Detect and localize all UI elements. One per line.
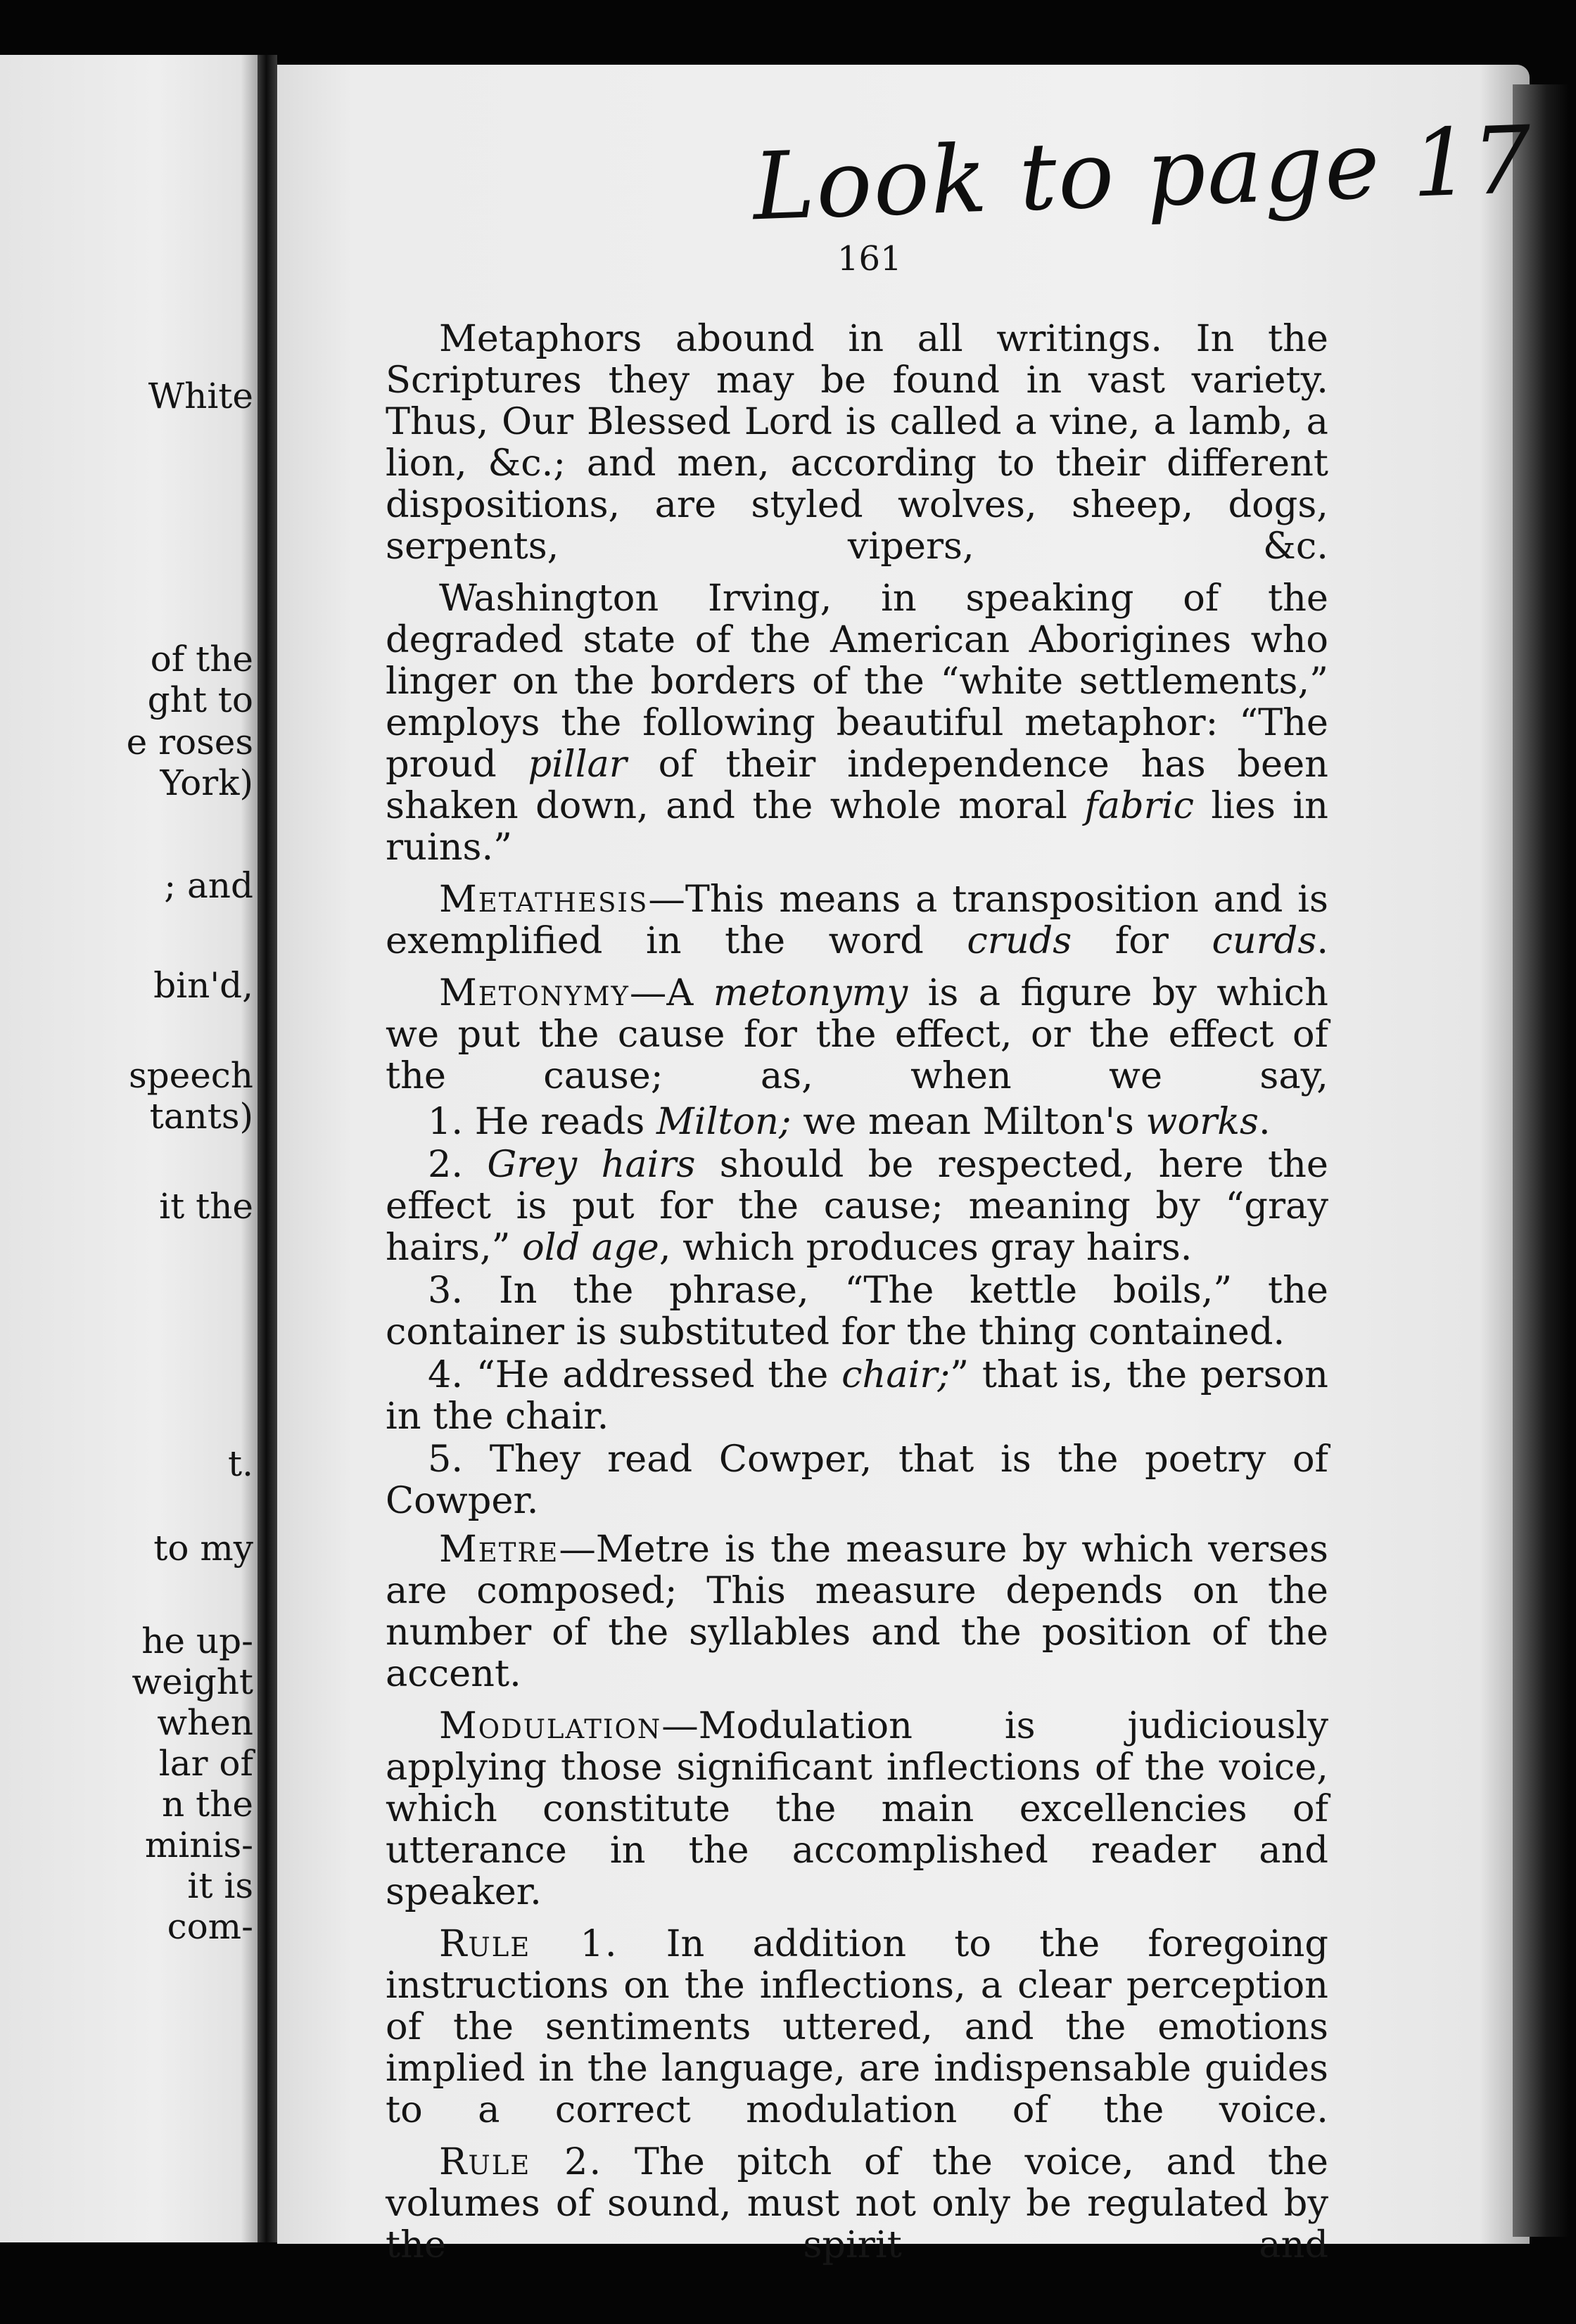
text-run: Washington Irving, in speaking of the degraded state of the American Aborigines who linger on the borders of the “white settlements,” employs the following beautiful metaphor: “The proud bbox=[386, 577, 1328, 786]
page-edge-shadow bbox=[1513, 84, 1569, 2237]
left-fragment: n the bbox=[162, 1784, 253, 1825]
text-run: of their independence has been shaken down, and the whole moral bbox=[386, 743, 1328, 827]
list-item: 5. They read Cowper, that is the poetry of Cowper. bbox=[386, 1438, 1328, 1522]
emphasis: curds bbox=[1212, 919, 1317, 962]
list-item: 3. In the phrase, “The kettle boils,” the container is substituted for the thing contained. bbox=[386, 1269, 1328, 1353]
text-run: The pitch of the voice, and the volumes of sound, must not only be regulated by the spirit and bbox=[386, 2140, 1328, 2266]
left-fragment: of the bbox=[150, 639, 253, 679]
text-run: for bbox=[1072, 919, 1212, 962]
left-fragment: e roses bbox=[126, 722, 253, 762]
handwritten-note: Look to page 17 bbox=[751, 106, 1535, 242]
text-run: should be respected, here the effect is put for the cause; meaning by “gray hairs,” bbox=[386, 1143, 1328, 1269]
term-heading: Metonymy bbox=[439, 971, 630, 1014]
emphasis: old age bbox=[522, 1226, 659, 1269]
emphasis: cruds bbox=[967, 919, 1072, 962]
left-fragment: minis- bbox=[144, 1825, 253, 1865]
left-fragment: ; and bbox=[164, 865, 253, 906]
left-fragment: speech bbox=[128, 1055, 253, 1096]
emphasis: fabric bbox=[1084, 784, 1194, 827]
left-fragment: lar of bbox=[158, 1743, 253, 1784]
paragraph-metaphors: Metaphors abound in all writings. In the Scriptures they may be found in vast variety. Thus, Our Blessed Lord is called a vine, a lamb, a lion, &c.; and men, according to their different dispositions, are styled wolves, sheep, dogs, serpents, vipers, &c. bbox=[386, 317, 1328, 568]
text-run: is a figure by which we put the cause for the effect, or the effect of the cause; as, when we say, bbox=[386, 971, 1328, 1097]
left-fragment: to my bbox=[153, 1528, 253, 1569]
emphasis: Milton; bbox=[656, 1100, 792, 1143]
text-run: we mean Milton's bbox=[791, 1100, 1146, 1143]
text-run: . bbox=[1258, 1100, 1271, 1143]
term-heading: Modulation bbox=[439, 1704, 662, 1747]
text-run: lies in ruins.” bbox=[386, 784, 1328, 869]
paragraph-metathesis bbox=[386, 879, 1328, 962]
text-run: 1. He reads bbox=[428, 1100, 657, 1143]
book-gutter bbox=[258, 55, 277, 2242]
text-run: —A bbox=[629, 971, 713, 1014]
emphasis: chair; bbox=[841, 1353, 951, 1396]
list-item bbox=[386, 1144, 1328, 1268]
text-run: 4. “He addressed the bbox=[428, 1353, 842, 1396]
left-fragment: it the bbox=[159, 1186, 253, 1227]
paragraph-metre bbox=[386, 1528, 1328, 1694]
left-fragment: when bbox=[157, 1702, 253, 1743]
paragraph-modulation bbox=[386, 1705, 1328, 1913]
term-heading: Rule 2. bbox=[439, 2140, 603, 2183]
left-fragment: he up- bbox=[141, 1621, 253, 1661]
left-fragment: bin'd, bbox=[153, 965, 253, 1006]
paragraph-rule-1 bbox=[386, 1923, 1328, 2131]
text-run: —Metre is the measure by which verses are composed; This measure depends on the number of the syllables and the position of the accent. bbox=[386, 1528, 1328, 1695]
term-heading: Metre bbox=[439, 1528, 559, 1571]
left-fragment: it is bbox=[187, 1865, 253, 1906]
paragraph-irving bbox=[386, 577, 1328, 868]
emphasis: works bbox=[1145, 1100, 1259, 1143]
left-fragment: York) bbox=[160, 762, 253, 803]
left-fragment: com- bbox=[167, 1906, 253, 1947]
text-run: —This means a transposition and is exemplified in the word bbox=[386, 878, 1328, 962]
text-run: —Modulation is judiciously applying those significant inflections of the voice, which constitute the main excellencies of utterance in the accomplished reader and speaker. bbox=[386, 1704, 1328, 1913]
left-fragment: White bbox=[148, 376, 253, 416]
left-fragment: ght to bbox=[147, 679, 253, 720]
paragraph-rule-2 bbox=[386, 2141, 1328, 2266]
list-item bbox=[386, 1101, 1328, 1142]
list-item bbox=[386, 1354, 1328, 1437]
text-run: ” that is, the person in the chair. bbox=[386, 1353, 1328, 1438]
text-run: In addition to the foregoing instructions on the inflections, a clear perception of the sentiments uttered, and the emotions implied in the language, are indispensable guides to a correct modulation of the voice. bbox=[386, 1922, 1328, 2131]
left-fragment: t. bbox=[228, 1443, 253, 1484]
page-body bbox=[386, 318, 1328, 2276]
paragraph-metonymy bbox=[386, 972, 1328, 1097]
left-page-fragments bbox=[0, 0, 253, 2324]
emphasis: Grey hairs bbox=[487, 1143, 696, 1186]
text-run: , which produces gray hairs. bbox=[659, 1226, 1193, 1269]
term-heading: Rule 1. bbox=[439, 1922, 618, 1965]
text-run: . bbox=[1316, 919, 1329, 962]
page-number: 161 bbox=[837, 239, 902, 279]
left-fragment: tants) bbox=[149, 1096, 253, 1137]
left-fragment: weight bbox=[132, 1661, 253, 1702]
text-run: 2. bbox=[428, 1143, 488, 1186]
term-heading: Metathesis bbox=[439, 878, 649, 921]
emphasis: metonymy bbox=[713, 971, 908, 1014]
emphasis: pillar bbox=[528, 743, 627, 786]
